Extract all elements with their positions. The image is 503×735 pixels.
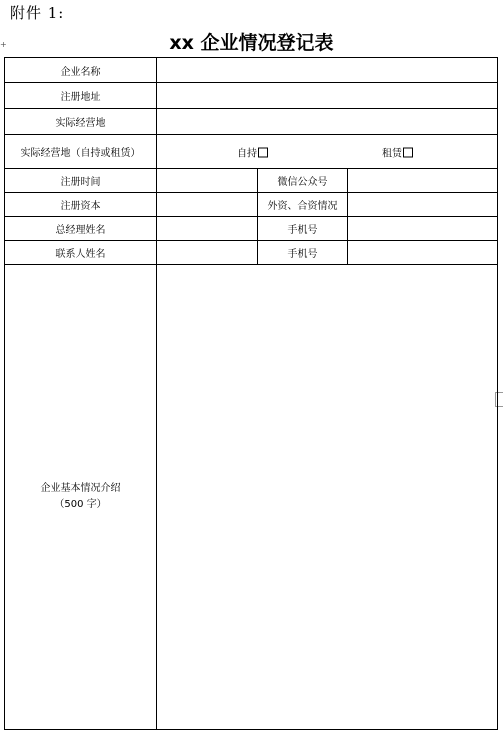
table-row	[5, 109, 498, 135]
reg-time-field[interactable]	[157, 169, 258, 193]
reg-capital-field[interactable]	[157, 193, 258, 217]
option-rent-checkbox[interactable]	[403, 147, 413, 157]
table-row	[5, 83, 498, 109]
gm-phone-label: 手机号	[258, 217, 348, 241]
option-self[interactable]	[237, 144, 268, 159]
intro-label	[5, 265, 157, 730]
registration-form-table	[4, 57, 498, 730]
foreign-capital-field[interactable]	[348, 193, 498, 217]
option-rent-label: 租赁	[382, 148, 402, 159]
gm-phone-field[interactable]	[348, 217, 498, 241]
table-row	[5, 169, 498, 193]
intro-label-line1: 企业基本情况介绍	[40, 483, 121, 494]
table-row	[5, 265, 498, 730]
gm-name-label: 总经理姓名	[5, 217, 157, 241]
company-name-field[interactable]	[157, 58, 498, 83]
business-type-options	[157, 135, 498, 169]
intro-field[interactable]	[157, 265, 498, 730]
wechat-label: 微信公众号	[258, 169, 348, 193]
reg-time-label: 注册时间	[5, 169, 157, 193]
contact-phone-field[interactable]	[348, 241, 498, 265]
gm-name-field[interactable]	[157, 217, 258, 241]
attachment-label: 附件 1:	[10, 4, 65, 22]
option-self-label: 自持	[237, 148, 257, 159]
contact-name-label: 联系人姓名	[5, 241, 157, 265]
foreign-capital-label: 外资、合资情况	[258, 193, 348, 217]
option-self-checkbox[interactable]	[258, 147, 268, 157]
table-row	[5, 241, 498, 265]
business-address-field[interactable]	[157, 109, 498, 135]
business-address-label: 实际经营地	[5, 109, 157, 135]
company-name-label: 企业名称	[5, 58, 157, 83]
reg-address-field[interactable]	[157, 83, 498, 109]
table-anchor-icon: +	[0, 40, 7, 49]
reg-capital-label: 注册资本	[5, 193, 157, 217]
business-type-label: 实际经营地（自持或租赁）	[5, 135, 157, 169]
intro-label-line2: （500 字）	[54, 499, 107, 510]
table-row	[5, 58, 498, 83]
table-row	[5, 135, 498, 169]
wechat-field[interactable]	[348, 169, 498, 193]
table-row	[5, 193, 498, 217]
contact-name-field[interactable]	[157, 241, 258, 265]
reg-address-label: 注册地址	[5, 83, 157, 109]
contact-phone-label: 手机号	[258, 241, 348, 265]
table-row	[5, 217, 498, 241]
form-title: xx 企业情况登记表	[169, 32, 334, 54]
option-rent[interactable]	[382, 144, 413, 159]
